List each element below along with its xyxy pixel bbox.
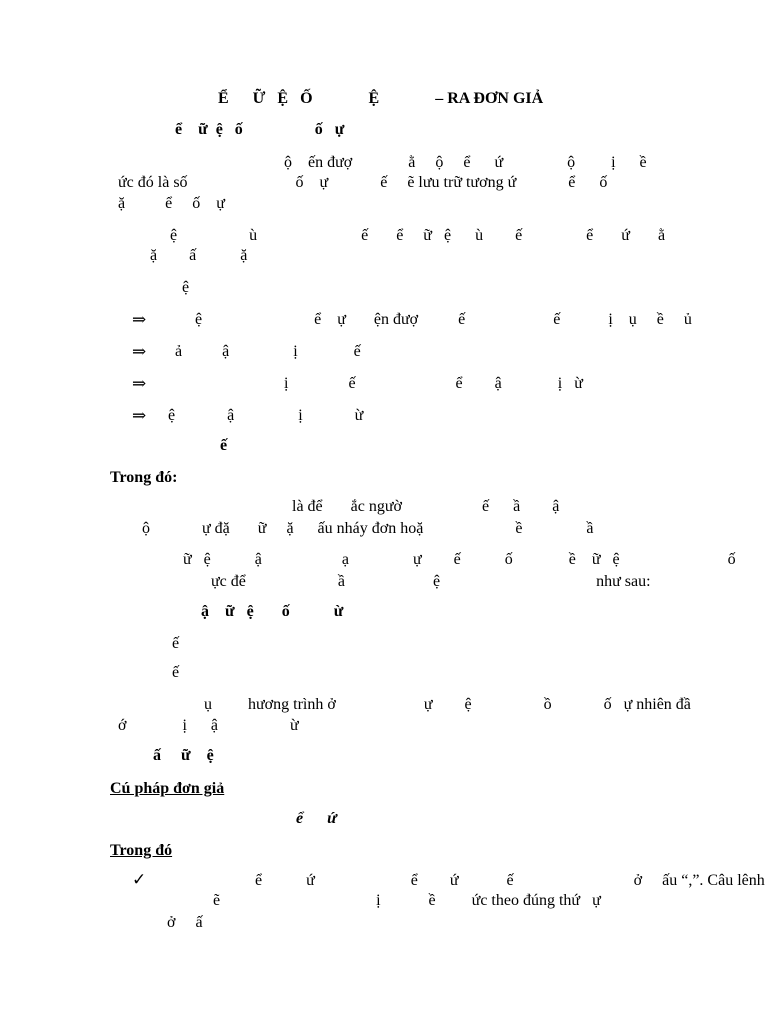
paragraph-line: ệ ù ế ể ữ ệ ù ế ể ứ ằ [170, 227, 666, 244]
paragraph-line: ở ấ [167, 914, 203, 931]
paragraph-line: ặ ể ố ự [118, 195, 225, 212]
list-item: ệ ậ ị ừ [168, 407, 364, 424]
paragraph-line: ế [220, 437, 228, 454]
paragraph-line: ế [172, 635, 180, 652]
subheading-cu-phap: Cú pháp đơn giả [110, 780, 225, 797]
list-item: ệ ể ự ện đượ ế ế ị ụ ề ủ [195, 311, 692, 328]
arrow-icon: ⇒ [132, 406, 147, 425]
section-heading: ấ ữ ệ [153, 747, 214, 764]
arrow-icon: ⇒ [132, 374, 147, 393]
paragraph-line: ệ [182, 279, 190, 296]
paragraph-line: ụ hương trình ở ự ệ ồ ố ự nhiên đầ [204, 696, 691, 713]
subheading-trong-do: Trong đó: [110, 469, 178, 486]
list-item: ị ế ể ậ ị ừ [284, 375, 583, 392]
paragraph-line: ộ ự đặ ữ ặ ấu nháy đơn hoặ ề ầ [142, 520, 594, 537]
page-title: Ể Ữ Ệ Ố Ệ – RA ĐƠN GIẢ [218, 90, 544, 107]
list-item: ể ứ ể ứ ế ở ấu “,”. Câu lênh [255, 872, 765, 889]
paragraph-line: ức đó là số ố ự ế ẽ lưu trữ tương ứ ể ố [118, 174, 608, 191]
list-item: ả ậ ị ế [175, 343, 361, 360]
section-heading: ậ ữ ệ ố ừ [201, 603, 344, 620]
paragraph-line: ặ ấ ặ [150, 247, 248, 264]
paragraph-line: ực để ầ ệ như sau: [211, 573, 651, 590]
checkmark-icon: ✓ [132, 870, 147, 889]
arrow-icon: ⇒ [132, 342, 147, 361]
paragraph-line: ớ ị ậ ừ [118, 717, 299, 734]
arrow-icon: ⇒ [132, 310, 147, 329]
paragraph-line: ế [172, 664, 180, 681]
syntax-line: ể ứ [296, 810, 337, 827]
section-heading: ể ữ ệ ố ố ự [175, 121, 345, 138]
paragraph-line: là để ắc ngườ ế ầ ậ [292, 498, 560, 515]
subheading-trong-do-2: Trong đó [110, 842, 173, 859]
paragraph-line: ữ ệ ậ ạ ự ế ố ề ữ ệ ố [183, 551, 736, 568]
paragraph-line: ẽ ị ề ức theo đúng thứ ự [213, 892, 601, 909]
paragraph-line: ộ ến đượ ằ ộ ể ứ ộ ị ề [284, 154, 647, 171]
